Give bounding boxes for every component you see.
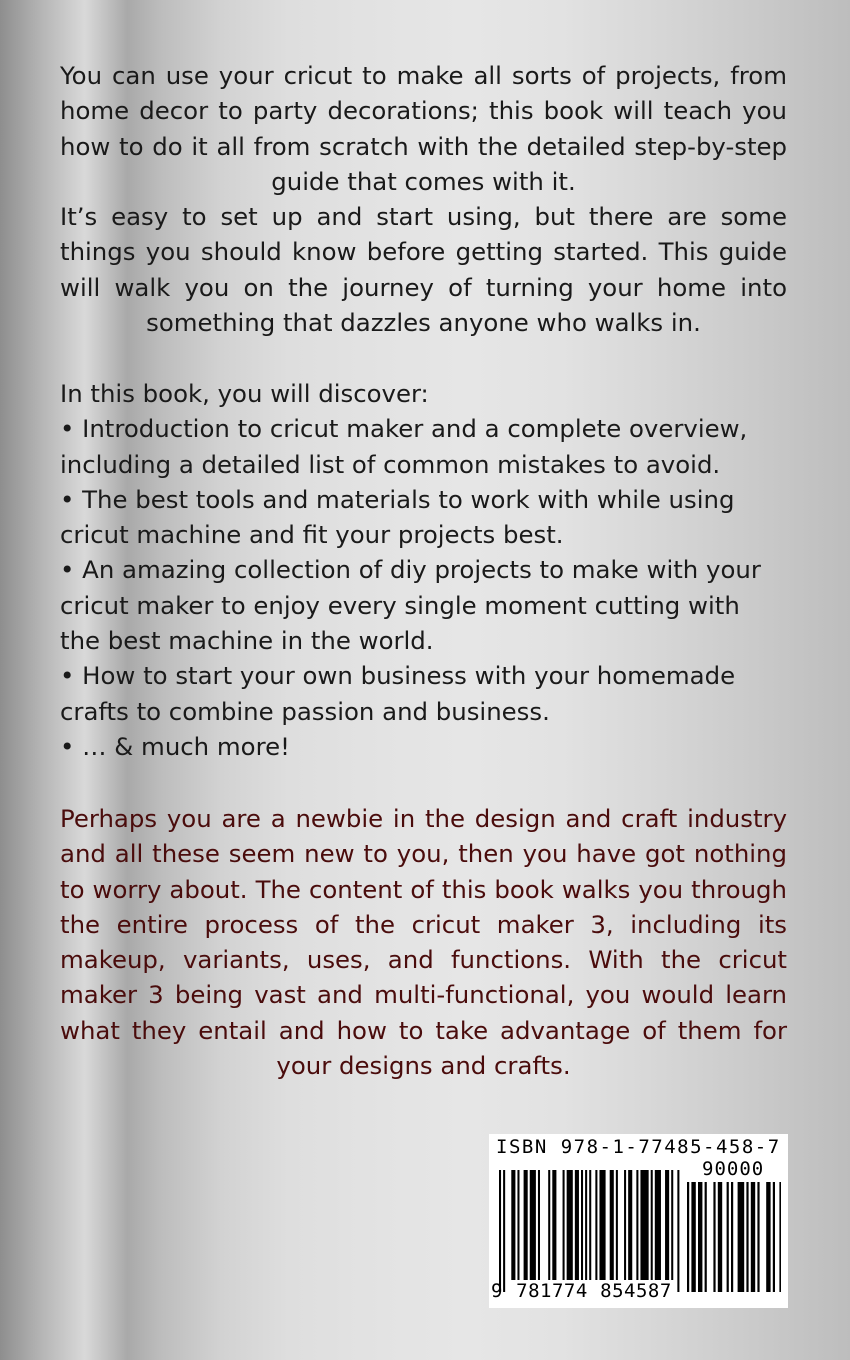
discover-section bbox=[60, 376, 787, 764]
ean-right-digits: 854587 bbox=[595, 1280, 677, 1302]
ean-first-digit: 9 bbox=[491, 1280, 503, 1302]
discover-item: • The best tools and materials to work with while using cricut machine and fit your projects best. bbox=[60, 484, 735, 550]
discover-item: • How to start your own business with your homemade crafts to combine passion and business. bbox=[60, 661, 736, 726]
outro-section bbox=[60, 801, 787, 1083]
intro-paragraph-2: It’s easy to set up and start using, but there are some things you should know before getting started. This guide will walk you on the journey of turning your home into something that dazzles anyone who walks in. bbox=[60, 202, 787, 338]
addon-barcode-bars-icon bbox=[687, 1182, 781, 1292]
discover-item: • … & much more! bbox=[60, 731, 290, 761]
ean-left-digits: 781774 bbox=[511, 1280, 593, 1302]
discover-item: • An amazing collection of diy projects to make with your cricut maker to enjoy every single moment cutting with the best machine in the world. bbox=[60, 555, 761, 656]
isbn-label: ISBN 978-1-77485-458-7 bbox=[496, 1136, 781, 1158]
ean-barcode-bars-icon bbox=[499, 1170, 685, 1292]
outro-paragraph: Perhaps you are a newbie in the design and craft industry and all these seem new to you, then you have got nothing to worry about. The content of this book walks you through the entire process of the cricut maker 3, including its makeup, variants, uses, and functions. With the cricut maker 3 being vast and multi-functional, you would learn what they entail and how to take advantage of them for your designs and crafts. bbox=[60, 804, 787, 1081]
intro-section bbox=[60, 58, 787, 340]
price-code: 90000 bbox=[702, 1158, 765, 1180]
isbn-barcode bbox=[489, 1134, 788, 1308]
discover-heading: In this book, you will discover: bbox=[60, 379, 429, 408]
discover-item: • Introduction to cricut maker and a complete overview, including a detailed list of common mistakes to avoid. bbox=[60, 414, 748, 479]
intro-paragraph-1: You can use your cricut to make all sorts of projects, from home decor to party decorations; this book will teach you how to do it all from scratch with the detailed step-by-step guide that comes with it. bbox=[60, 61, 787, 196]
